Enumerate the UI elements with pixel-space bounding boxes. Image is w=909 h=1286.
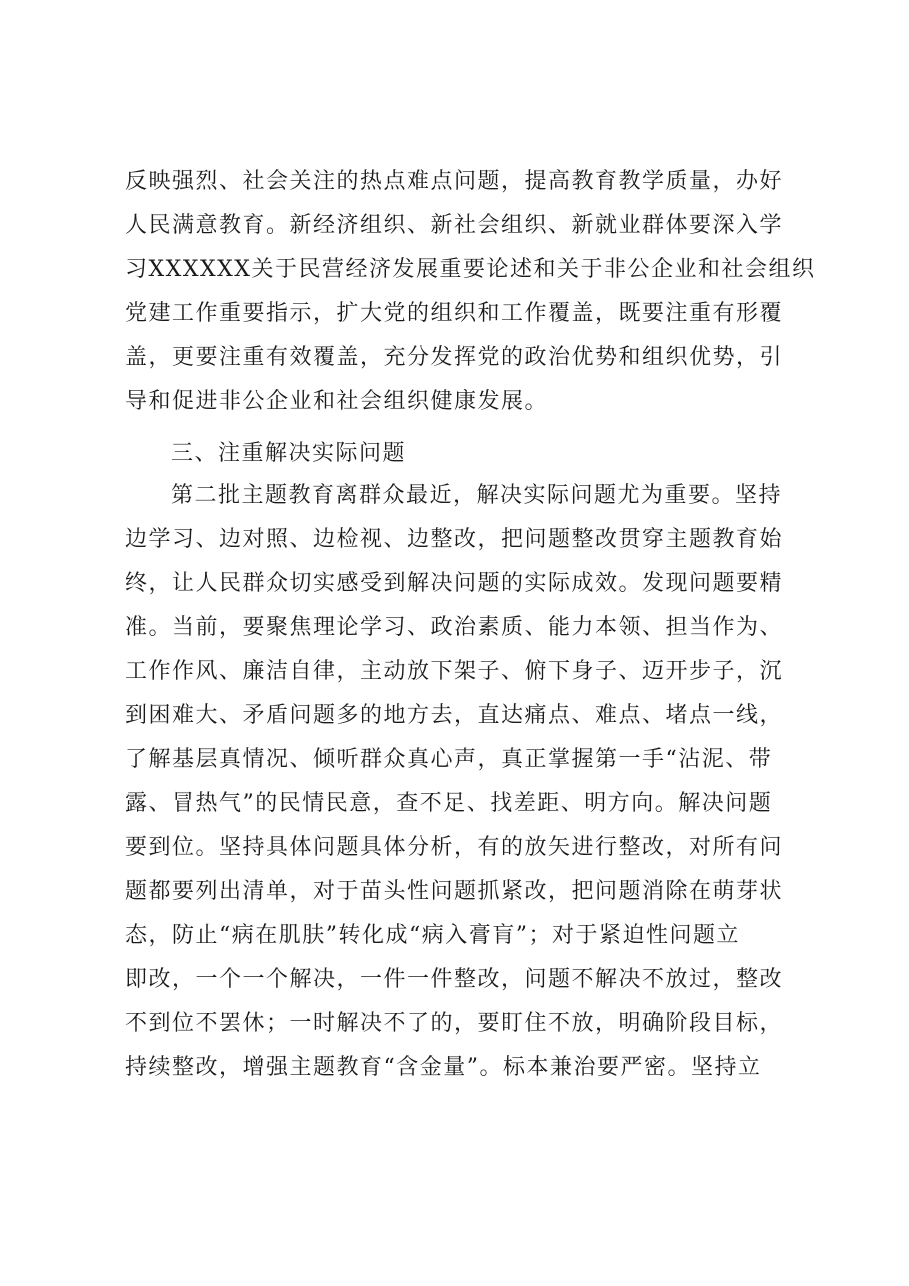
body-text-line: 准。当前，要聚焦理论学习、政治素质、能力本领、担当作为、 — [125, 615, 784, 640]
section-heading: 三、注重解决实际问题 — [171, 441, 407, 466]
paragraph-first-line: 第二批主题教育离群众最近，解决实际问题尤为重要。坚持 — [171, 483, 783, 508]
body-text-line: 习XXXXXX关于民营经济发展重要论述和关于非公企业和社会组织 — [125, 257, 816, 282]
body-text-line: 到困难大、矛盾问题多的地方去，直达痛点、难点、堵点一线， — [125, 703, 784, 728]
body-text-line: 导和促进非公企业和社会组织健康发展。 — [125, 389, 549, 414]
body-text-line: 即改，一个一个解决，一件一件整改，问题不解决不放过，整改 — [125, 967, 784, 992]
body-text-line: 要到位。坚持具体问题具体分析，有的放矢进行整改，对所有问 — [125, 835, 784, 860]
body-text-line: 终，让人民群众切实感受到解决问题的实际成效。发现问题要精 — [125, 571, 784, 596]
body-text-line: 盖，更要注重有效覆盖，充分发挥党的政治优势和组织优势，引 — [125, 345, 784, 370]
body-text-line: 露、冒热气”的民情民意，查不足、找差距、明方向。解决问题 — [125, 791, 773, 816]
body-text-line: 工作作风、廉洁自律，主动放下架子、俯下身子、迈开步子，沉 — [125, 659, 784, 684]
body-text-line: 党建工作重要指示，扩大党的组织和工作覆盖，既要注重有形覆 — [125, 301, 784, 326]
body-text-line: 不到位不罢休；一时解决不了的，要盯住不放，明确阶段目标， — [125, 1011, 784, 1036]
body-text-line: 了解基层真情况、倾听群众真心声，真正掌握第一手“沾泥、带 — [125, 747, 773, 772]
body-text-line: 态，防止“病在肌肤”转化成“病入膏肓”；对于紧迫性问题立 — [125, 923, 740, 948]
body-text-line: 反映强烈、社会关注的热点难点问题，提高教育教学质量，办好 — [125, 169, 784, 194]
body-text-line: 题都要列出清单，对于苗头性问题抓紧改，把问题消除在萌芽状 — [125, 879, 784, 904]
body-text-line: 人民满意教育。新经济组织、新社会组织、新就业群体要深入学 — [125, 213, 784, 238]
body-text-line: 持续整改，增强主题教育“含金量”。标本兼治要严密。坚持立 — [125, 1055, 762, 1080]
body-text-line: 边学习、边对照、边检视、边整改，把问题整改贯穿主题教育始 — [125, 527, 784, 552]
